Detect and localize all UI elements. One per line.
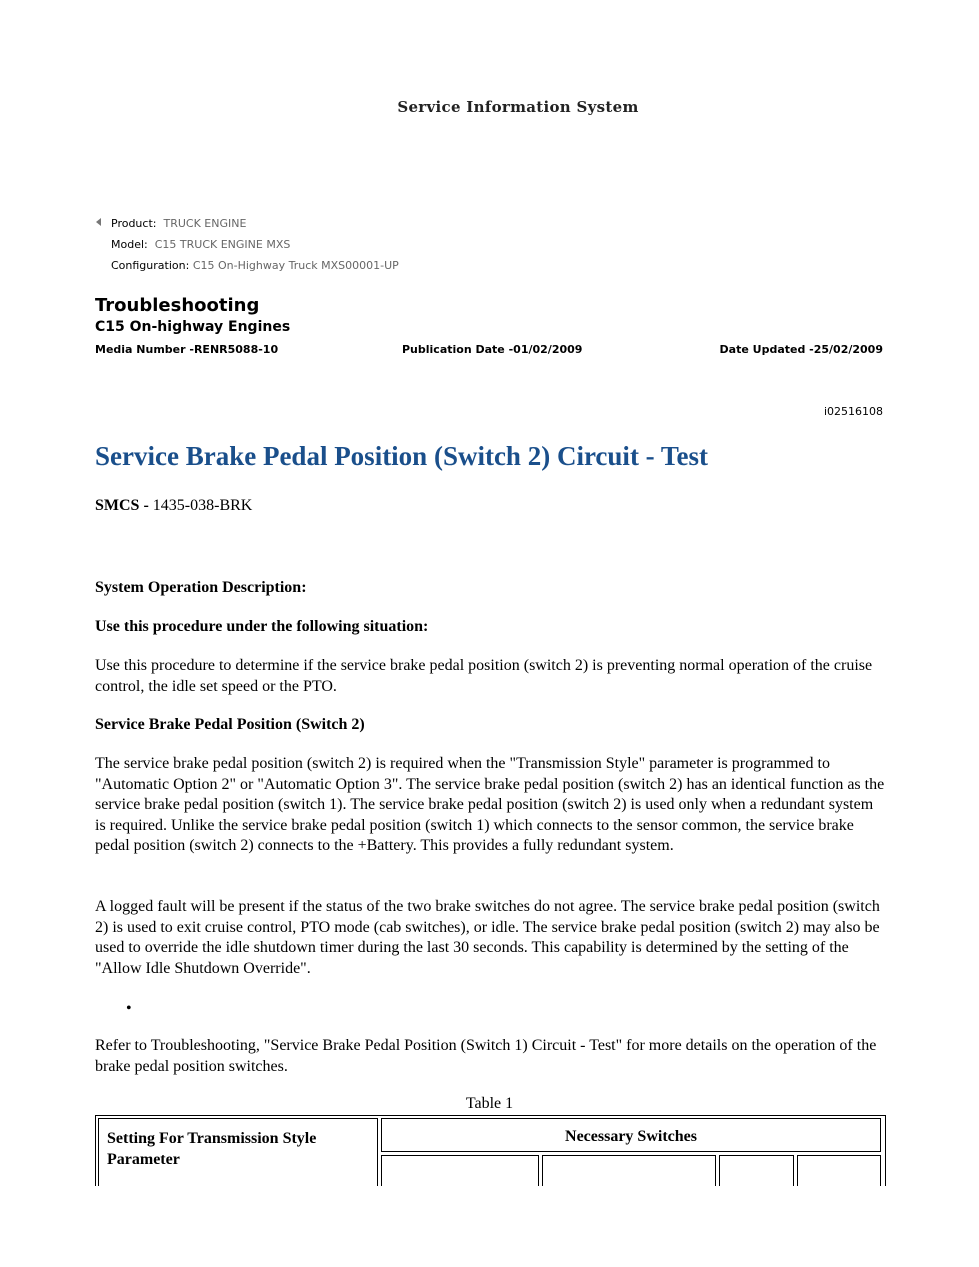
- model-line: [111, 238, 290, 251]
- page-title: Service Brake Pedal Position (Switch 2) Circuit - Test: [95, 441, 708, 471]
- section-heading-system-operation: System Operation Description:: [95, 579, 307, 596]
- smcs-value: 1435-038-BRK: [152, 497, 253, 514]
- table-header-necessary-switches: Necessary Switches: [381, 1118, 881, 1152]
- doc-title: Troubleshooting: [95, 295, 260, 316]
- section-heading-switch2: Service Brake Pedal Position (Switch 2): [95, 716, 365, 733]
- paragraph-switch2-description: The service brake pedal position (switch 2) is required when the "Transmission Style" parameter is programmed to "Automatic Option 2" or "Automatic Option 3". The service brake pedal position (switch 2) has an identical function as the service brake pedal position (switch 1). The service brake pedal position (switch 2) is used only when a redundant system is required. Unlike the service brake pedal position (switch 1) which connects to the sensor common, the service brake pedal position (switch 2) connects to the +Battery. This provides a fully redundant system.: [95, 755, 885, 855]
- media-number: Media Number -RENR5088-10: [95, 343, 279, 356]
- model-label: Model:: [111, 238, 148, 251]
- product-line: [111, 217, 246, 230]
- doc-id: i02516108: [823, 405, 883, 418]
- back-arrow-icon[interactable]: [96, 218, 101, 226]
- bullet-marker: •: [126, 1000, 132, 1017]
- date-updated: Date Updated -25/02/2009: [719, 343, 883, 356]
- model-value[interactable]: C15 TRUCK ENGINE MXS: [154, 238, 291, 251]
- product-value[interactable]: TRUCK ENGINE: [163, 217, 247, 230]
- table-subheader-cell: [381, 1155, 539, 1186]
- smcs-line: [95, 497, 252, 515]
- table-subheader-cell: [797, 1155, 881, 1186]
- table-header-transmission-style: Setting For Transmission Style Parameter: [98, 1118, 378, 1186]
- table-subheader-cell: [719, 1155, 794, 1186]
- config-value[interactable]: C15 On-Highway Truck MXS00001-UP: [192, 259, 399, 272]
- table-subheader-cell: [542, 1155, 716, 1186]
- publication-date: Publication Date -01/02/2009: [402, 343, 583, 356]
- switch-table: [95, 1115, 886, 1186]
- doc-subtitle: C15 On-highway Engines: [95, 319, 291, 335]
- smcs-label: SMCS -: [95, 497, 149, 514]
- paragraph-logged-fault: A logged fault will be present if the status of the two brake switches do not agree. The service brake pedal position (switch 2) is used to exit cruise control, PTO mode (cab switches), or idle. The service brake pedal position (switch 2) may also be used to override the idle shutdown timer during the last 30 seconds. This capability is determined by the setting of the "Allow Idle Shutdown Override".: [95, 898, 880, 977]
- product-label: Product:: [111, 217, 157, 230]
- paragraph-refer: Refer to Troubleshooting, "Service Brake Pedal Position (Switch 1) Circuit - Test" for more details on the operation of the brake pedal position switches.: [95, 1037, 877, 1075]
- config-label: Configuration:: [111, 259, 190, 272]
- paragraph-intro: Use this procedure to determine if the service brake pedal position (switch 2) is preventing normal operation of the cruise control, the idle set speed or the PTO.: [95, 657, 873, 695]
- system-title: Service Information System: [397, 98, 639, 116]
- config-line: [111, 259, 399, 272]
- table-caption: Table 1: [465, 1095, 514, 1112]
- section-heading-situation: Use this procedure under the following situation:: [95, 618, 429, 635]
